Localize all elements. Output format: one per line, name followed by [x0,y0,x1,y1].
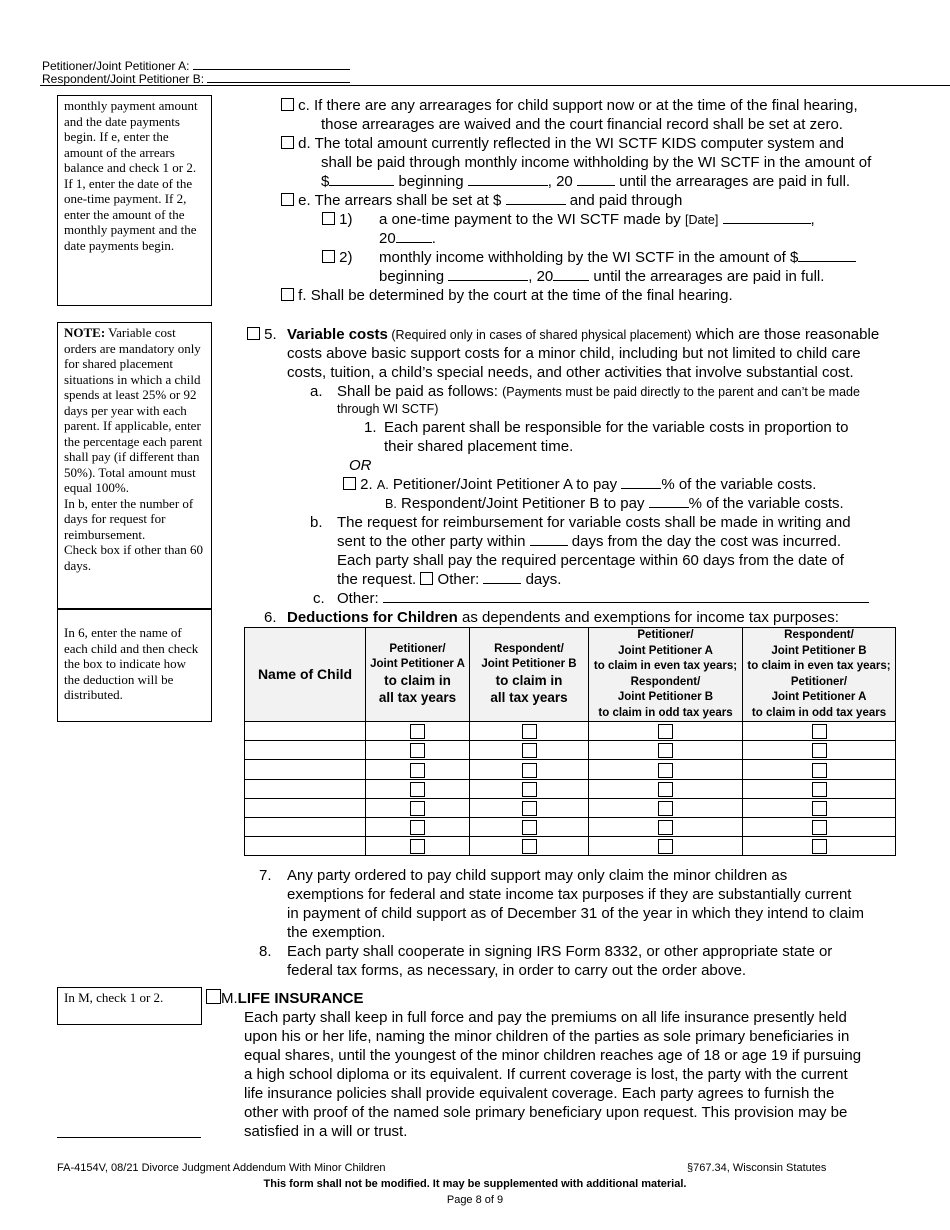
checkbox-cell [743,798,896,817]
sidebar-note-deductions [57,608,212,722]
checkbox[interactable] [812,839,827,854]
checkbox[interactable] [812,763,827,778]
checkbox-cell [589,722,743,741]
arrears-e1 [322,210,353,229]
arrears-e-text-b: and paid through [565,192,683,209]
col4-line-d: Petitioner/ [790,675,848,688]
checkbox[interactable] [812,782,827,797]
variable-costs-a1-line2: their shared placement time. [384,438,574,455]
checkbox[interactable] [658,743,673,758]
child-name-cell[interactable] [245,779,366,798]
col2-line-a: Respondent/ [494,642,564,655]
arrears-d-tail: until the arrearages are paid in full. [614,173,851,190]
arrears-e2-year-prefix: , 20 [528,268,554,285]
checkbox-cell [589,798,743,817]
checkbox[interactable] [812,820,827,835]
child-name-cell[interactable] [245,798,366,817]
checkbox[interactable] [410,820,425,835]
col1-line-b: Joint Petitioner A [370,658,465,670]
arrears-e1-line1 [379,210,815,230]
col1-line-a: Petitioner/ [389,642,446,655]
child-name-cell[interactable] [245,722,366,741]
arrears-d-checkbox[interactable] [281,136,294,149]
col2-line-d: all tax years [490,690,568,705]
arrears-e-text: The arrears shall be set at $ [314,192,506,209]
checkbox[interactable] [410,743,425,758]
variable-costs-b-days-label: days. [521,571,562,588]
footer-page-number: Page 8 of 9 [446,1194,504,1206]
sidebar-note-life-insurance-text: In M, check 1 or 2. [64,990,164,1005]
checkbox-cell [743,837,896,856]
arrears-e2-line2 [379,267,824,286]
checkbox-cell [470,722,589,741]
arrears-f-checkbox[interactable] [281,288,294,301]
checkbox[interactable] [410,782,425,797]
signature-rule [57,1137,201,1138]
checkbox-cell [743,741,896,760]
checkbox[interactable] [658,839,673,854]
arrears-e2-date-field[interactable] [448,267,528,281]
arrears-option-c [281,96,858,115]
variable-costs-or: OR [349,457,372,474]
arrears-e1-text: a one-time payment to the WI SCTF made by [379,211,685,228]
respondent-label: Respondent/Joint Petitioner B: [42,72,205,86]
variable-costs-c-text: Other: [337,590,383,607]
sidebar-note-bold: NOTE: [64,325,106,340]
arrears-e2-year-field[interactable] [553,267,589,281]
variable-costs-a2A-tail: % of the variable costs. [661,476,817,493]
variable-costs-a-label: a. [310,383,323,400]
petitioner-name-field[interactable] [193,57,350,70]
footer-notice: This form shall not be modified. It may be supplemented with additional material. [263,1178,687,1190]
item7-line1: Any party ordered to pay child support may only claim the minor children as [287,867,788,884]
variable-costs-note: (Required only in cases of shared physical placement) [387,328,692,342]
checkbox-cell [366,741,470,760]
footer-form-id: FA-4154V, 08/21 Divorce Judgment Addendum With Minor Children [57,1162,386,1174]
variable-costs-b-line2-tail: days from the day the cost was incurred. [567,533,842,550]
item7-line3: in payment of child support as of December 31 of the year in which they intend to claim [287,905,864,922]
respondent-name-field[interactable] [207,70,350,83]
life-insurance-line4: a high school diploma or its equivalent. If current coverage is lost, the party with the current [244,1066,848,1083]
checkbox[interactable] [522,743,537,758]
variable-costs-number: 5. [264,326,277,343]
variable-costs-b-line4 [337,570,561,589]
arrears-d-line3 [321,172,850,191]
arrears-e1-line2 [379,229,436,248]
life-insurance-line7: satisfied in a will or trust. [244,1123,408,1140]
col4-line-a: Respondent/ [784,629,854,641]
sidebar-note-arrears-text: monthly payment amount and the date payments begin. If e, enter the amount of the arrears balance and check 1 or 2. If 1, enter the date of the one-time payment. If 2, enter the amount of the monthly payment and the date payments begin. [64,98,198,253]
sidebar-note-deductions-text: In 6, enter the name of each child and then check the box to indicate how the deduction will be distributed. [64,625,199,702]
variable-costs-a2 [343,475,816,495]
checkbox-cell [589,741,743,760]
item7-number: 7. [259,867,272,884]
item8-line2: federal tax forms, as necessary, in order to carry out the order above. [287,962,747,979]
header-rule [40,85,950,86]
checkbox-cell [743,722,896,741]
col-header-respondent-all [470,628,589,722]
col3-line-c: to claim in even tax years; [593,660,738,672]
arrears-e2-beginning: beginning [379,268,449,285]
arrears-e-label: e. [298,192,311,209]
arrears-e1-year-prefix: 20 [379,230,396,247]
checkbox-cell [470,741,589,760]
table-row [245,722,896,741]
petitioner-label: Petitioner/Joint Petitioner A: [42,59,190,73]
deductions-header-row [245,628,896,722]
variable-costs-a2-label: 2. [360,476,373,493]
deductions-number: 6. [264,609,277,626]
variable-costs-a2A-percent-field[interactable] [621,475,661,489]
arrears-d-dollar: $ [321,173,330,190]
variable-costs-title: Variable costs [287,326,388,343]
checkbox-cell [470,760,589,779]
arrears-d-date-field[interactable] [468,172,548,186]
arrears-e1-comma: , [810,211,815,228]
variable-costs-line2: costs above basic support costs for a minor child, including but not limited to child care [287,345,861,362]
variable-costs-a1-line1: Each parent shall be responsible for the variable costs in proportion to [384,419,849,436]
checkbox[interactable] [522,763,537,778]
table-row [245,741,896,760]
variable-costs-a2B-text: Respondent/Joint Petitioner B to pay [400,495,649,512]
arrears-e1-label: 1) [339,211,353,228]
arrears-d-year-prefix: , 20 [547,173,577,190]
arrears-e1-date-field[interactable] [723,210,811,224]
arrears-e2-label: 2) [339,249,353,266]
table-row [245,798,896,817]
respondent-header [42,70,350,86]
checkbox-cell [589,817,743,836]
life-insurance-line3: equal shares, until the youngest of the minor children reaches age of 18 or age 19 if pursuing [244,1047,862,1064]
col4-line-e: Joint Petitioner A [771,691,867,703]
sidebar-note-arrears [57,95,212,306]
arrears-e1-checkbox[interactable] [322,212,335,225]
arrears-e-checkbox[interactable] [281,193,294,206]
arrears-d-beginning: beginning [394,173,468,190]
checkbox[interactable] [522,801,537,816]
arrears-f-label: f. [298,287,307,304]
life-insurance-title: LIFE INSURANCE [237,990,364,1007]
arrears-e-amount-field[interactable] [506,191,566,205]
variable-costs-a2B-tail: % of the variable costs. [688,495,844,512]
table-row [245,760,896,779]
life-insurance-line5: life insurance policies shall provide equivalent coverage. Each party agrees to furnish the [244,1085,835,1102]
arrears-d-label: d. [298,135,311,152]
variable-costs-c-other-field[interactable] [383,589,869,603]
checkbox-cell [589,779,743,798]
checkbox-cell [470,817,589,836]
checkbox-cell [589,760,743,779]
checkbox[interactable] [812,743,827,758]
checkbox[interactable] [658,820,673,835]
checkbox[interactable] [410,763,425,778]
col3-line-b: Joint Petitioner A [618,644,713,657]
life-insurance-line1: Each party shall keep in full force and pay the premiums on all life insurance presently held [244,1009,847,1026]
col-header-petitioner-all [366,628,470,722]
deductions-title: Deductions for Children [287,609,458,626]
child-name-cell[interactable] [245,837,366,856]
checkbox[interactable] [812,724,827,739]
variable-costs-c-line [337,589,869,608]
checkbox[interactable] [658,724,673,739]
variable-costs-line1-rest: which are those reasonable [691,326,880,343]
col-header-name: Name of Child [245,628,366,722]
arrears-e1-date-hint: [Date] [684,213,719,227]
col-header-petitioner-even [589,628,743,722]
col1-line-d: all tax years [378,690,457,705]
checkbox[interactable] [522,724,537,739]
arrears-d-amount-field[interactable] [329,172,394,186]
arrears-e2 [322,248,353,267]
variable-costs-b-other-label: Other: [433,571,484,588]
arrears-c-text: If there are any arrearages for child support now or at the time of the final hearing, [314,97,858,114]
variable-costs-b-line2-text: sent to the other party within [337,533,530,550]
checkbox[interactable] [658,782,673,797]
arrears-option-f [281,286,733,305]
variable-costs-a-text: Shall be paid as follows: [337,383,503,400]
variable-costs-a2B-percent-field[interactable] [649,494,689,508]
sidebar-note-variable-text3: Check box if other than 60 days. [64,542,203,573]
checkbox-cell [366,779,470,798]
child-name-cell[interactable] [245,817,366,836]
variable-costs-a-line1 [337,382,860,402]
item7-line2: exemptions for federal and state income tax purposes if they are substantially current [287,886,852,903]
arrears-e1-period: . [431,230,436,247]
checkbox[interactable] [410,801,425,816]
variable-costs-b-days-field[interactable] [530,532,568,546]
variable-costs-line3: costs, tuition, a child’s special needs, and other activities that involve substantial cost. [287,364,854,381]
col4-line-c: to claim in even tax years; [747,660,891,672]
variable-costs-b-line1: The request for reimbursement for variable costs shall be made in writing and [337,514,851,531]
child-name-cell[interactable] [245,741,366,760]
checkbox-cell [470,837,589,856]
arrears-c-label: c. [298,97,310,114]
checkbox-cell [366,798,470,817]
arrears-option-d [281,134,844,153]
checkbox-cell [366,722,470,741]
col2-line-c: to claim in [495,672,563,688]
item7-line4: the exemption. [287,924,386,941]
arrears-f-text: Shall be determined by the court at the time of the final hearing. [310,287,733,304]
variable-costs-line1 [287,325,879,345]
variable-costs-b-label: b. [310,514,323,531]
variable-costs-b-other-days-field[interactable] [483,570,521,584]
variable-costs-b-line2 [337,532,841,551]
variable-costs-b-line3: Each party shall pay the required percentage within 60 days from the date of [337,552,844,569]
checkbox[interactable] [658,801,673,816]
checkbox[interactable] [522,782,537,797]
variable-costs-b-line4-text: the request. [337,571,421,588]
table-row [245,817,896,836]
checkbox[interactable] [522,839,537,854]
checkbox[interactable] [812,801,827,816]
checkbox-cell [743,817,896,836]
sidebar-note-variable-text2: In b, enter the number of days for request for reimbursement. [64,495,194,542]
checkbox-cell [589,837,743,856]
item8-number: 8. [259,943,272,960]
arrears-e2-line1 [379,248,856,267]
checkbox-cell [470,779,589,798]
checkbox[interactable] [522,820,537,835]
variable-costs-a2B-label: B. [385,497,397,511]
arrears-c-line2: those arrearages are waived and the court financial record shall be set at zero. [321,116,843,133]
life-insurance-line2: upon his or her life, naming the minor children of the parties as sole primary beneficiaries in [244,1028,850,1045]
variable-costs-a1-label: 1. [364,419,377,436]
col3-line-f: to claim in odd tax years [598,706,733,719]
deductions-title-rest: as dependents and exemptions for income tax purposes: [457,609,839,626]
life-insurance-line6: other with proof of the named sole primary beneficiary upon request. This provision may be [244,1104,848,1121]
arrears-e2-tail: until the arrearages are paid in full. [589,268,825,285]
col3-line-a: Petitioner/ [637,629,694,641]
checkbox-cell [743,760,896,779]
checkbox[interactable] [410,839,425,854]
variable-costs-a2B [385,494,844,514]
col-header-respondent-even [743,628,896,722]
arrears-d-line2: shall be paid through monthly income withholding by the WI SCTF in the amount of [321,154,872,171]
arrears-d-text: The total amount currently reflected in the WI SCTF KIDS computer system and [314,135,844,152]
variable-costs-a2A-label: A. [376,478,389,492]
col4-line-b: Joint Petitioner B [771,644,867,657]
checkbox[interactable] [410,724,425,739]
checkbox-cell [366,760,470,779]
variable-costs-heading [247,325,277,344]
variable-costs-c-label: c. [313,590,325,607]
checkbox-cell [470,798,589,817]
arrears-e2-checkbox[interactable] [322,250,335,263]
variable-costs-a-note2: through WI SCTF) [337,402,439,416]
col3-line-e: Joint Petitioner B [617,691,714,703]
life-insurance-label: M. [221,990,238,1007]
checkbox[interactable] [658,763,673,778]
variable-costs-checkbox[interactable] [247,327,260,340]
deductions-heading [287,608,839,627]
deductions-table [244,627,896,856]
arrears-e2-text: monthly income withholding by the WI SCTF in the amount of $ [379,249,799,266]
variable-costs-b-other-checkbox[interactable] [420,572,433,585]
footer-statute: §767.34, Wisconsin Statutes [687,1162,827,1174]
variable-costs-a2A-text: Petitioner/Joint Petitioner A to pay [392,476,622,493]
col1-line-c: to claim in [384,672,451,688]
arrears-e1-year-field[interactable] [396,229,432,243]
col4-line-f: to claim in odd tax years [751,706,887,719]
variable-costs-a-note1: (Payments must be paid directly to the parent and can’t be made [502,385,860,399]
checkbox-cell [366,817,470,836]
table-row [245,837,896,856]
checkbox-cell [743,779,896,798]
checkbox-cell [366,837,470,856]
col3-line-d: Respondent/ [630,675,701,688]
child-name-cell[interactable] [245,760,366,779]
arrears-c-checkbox[interactable] [281,98,294,111]
arrears-d-year-field[interactable] [577,172,615,186]
sidebar-note-variable-text: Variable cost orders are mandatory only for shared placement situations in which a child spends at least 25% or 92 days per year with each parent. If applicable, enter the percentage each parent shall pay (if different than 50%). Total amount must equal 100%. [64,325,203,495]
arrears-option-e [281,191,682,210]
sidebar-note-life-insurance [57,987,202,1025]
col2-line-b: Joint Petitioner B [481,658,577,670]
arrears-e2-amount-field[interactable] [798,248,856,262]
table-row [245,779,896,798]
sidebar-note-variable-costs [57,322,212,610]
life-insurance-heading [206,989,364,1008]
variable-costs-a2-checkbox[interactable] [343,477,356,490]
life-insurance-checkbox[interactable] [206,989,221,1004]
item8-line1: Each party shall cooperate in signing IRS Form 8332, or other appropriate state or [287,943,833,960]
